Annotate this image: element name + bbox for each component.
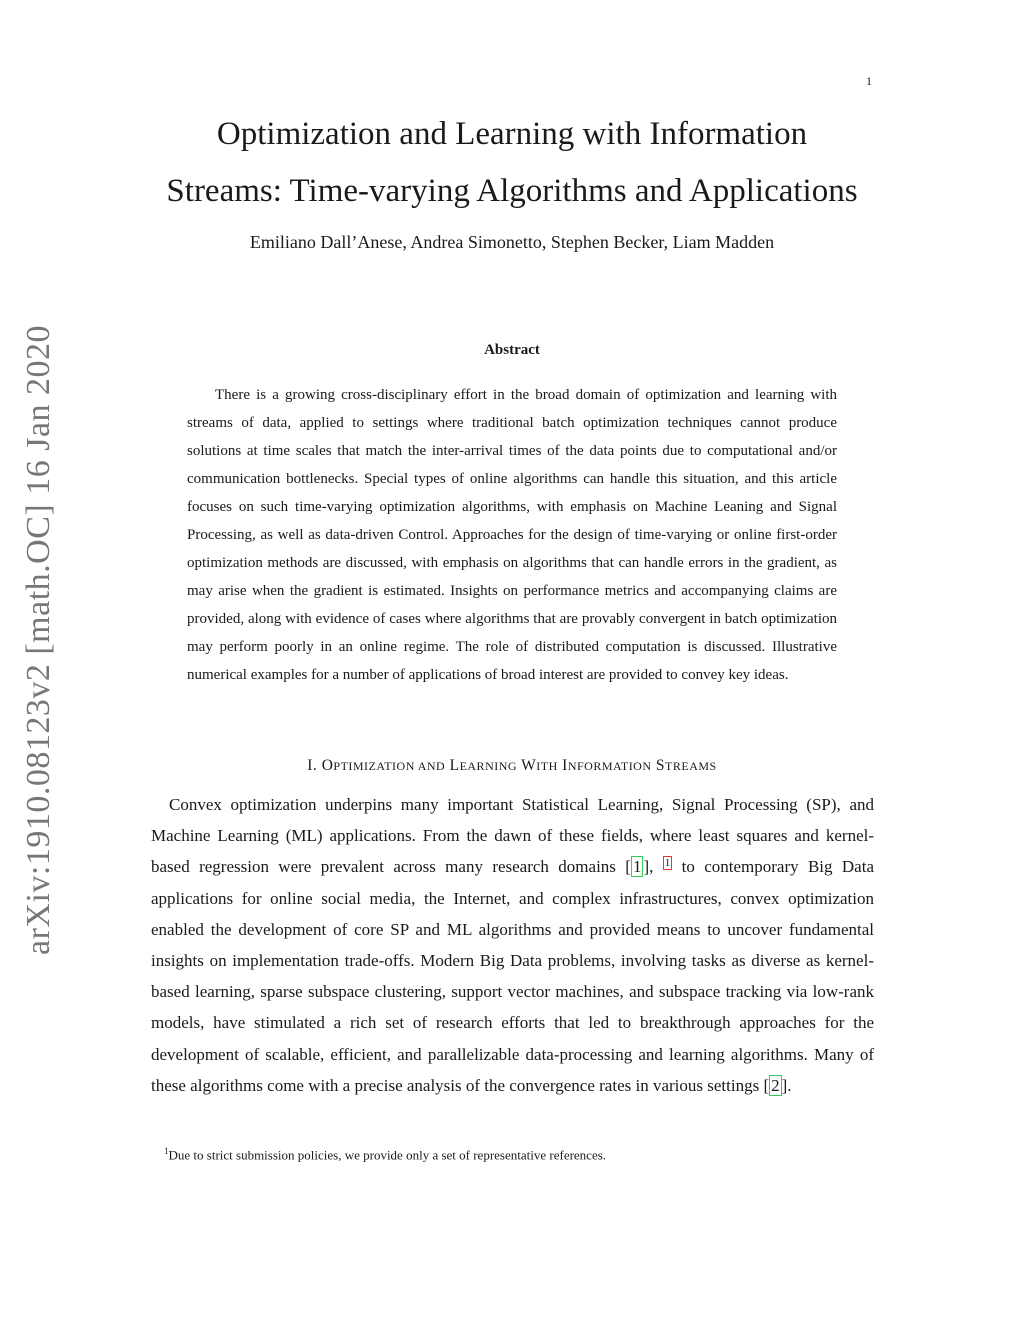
page-number: 1 — [866, 74, 872, 88]
body-text-part-3: to contemporary Big Data applications for online social media, the Internet, and complex infrastructures, convex optimization enabled the development of core SP and ML algorithms and provided means to uncover fundamental insights on implementation trade-offs. Modern Big Data problems, involving tasks as diverse as kernel-based learning, sparse subspace clustering, support vector machines, and subspace tracking via low-rank models, have stimulated a rich set of research efforts that led to breakthrough approaches for the development of scalable, efficient, and parallelizable data-processing and learning algorithms. Many of these algorithms come with a precise analysis of the convergence rates in various settings [ — [151, 857, 874, 1095]
abstract-text: There is a growing cross-disciplinary effort in the broad domain of optimization and learning with streams of data, applied to settings where traditional batch optimization techniques cannot produce solutions at time scales that match the inter-arrival times of the data points due to computational and/or communication bottlenecks. Special types of online algorithms can handle this situation, and this article focuses on such time-varying optimization algorithms, with emphasis on Machine Leaning and Signal Processing, as well as data-driven Control. Approaches for the design of time-varying or online first-order optimization methods are discussed, with emphasis on algorithms that can handle errors in the gradient, as may arise when the gradient is estimated. Insights on performance metrics and accompanying claims are provided, along with evidence of cases where algorithms that are provably convergent in batch optimization may perform poorly in an online regime. The role of distributed computation is discussed. Illustrative numerical examples for a number of applications of broad interest are provided to convey key ideas. — [187, 387, 837, 683]
body-text-part-2: ], — [643, 857, 663, 877]
footnote-text: Due to strict submission policies, we provide only a set of representative references. — [168, 1147, 607, 1163]
paper-title — [112, 106, 912, 220]
title-line-2: Streams: Time-varying Algorithms and Applications — [166, 173, 858, 209]
section-title: OPTIMIZATION AND LEARNING WITH INFORMATION STREAMS — [321, 757, 717, 774]
citation-link-1[interactable]: 1 — [632, 857, 642, 877]
footnote-mark: 1 — [164, 1146, 169, 1156]
author-list: Emiliano Dall’Anese, Andrea Simonetto, Stephen Becker, Liam Madden — [249, 232, 775, 252]
section-heading — [112, 757, 912, 775]
citation-link-2[interactable]: 2 — [771, 1075, 780, 1095]
footnote — [164, 1146, 884, 1163]
footnote-link[interactable]: 1 — [664, 856, 671, 869]
body-text-part-1: Convex optimization underpins many important Statistical Learning, Signal Processing (SP), and Machine Learning (ML) applications. From the dawn of these fields, where least squares and kernel-based regression were prevalent across many research domains [ — [151, 795, 874, 877]
section-number: I. — [307, 757, 318, 774]
arxiv-identifier: arXiv:1910.08123v2 [math.OC] 16 Jan 2020 — [20, 324, 57, 955]
title-line-1: Optimization and Learning with Information — [216, 116, 808, 152]
body-text-part-4: ]. — [781, 1075, 792, 1095]
abstract-heading: Abstract — [484, 342, 540, 358]
body-paragraph — [151, 789, 874, 1101]
